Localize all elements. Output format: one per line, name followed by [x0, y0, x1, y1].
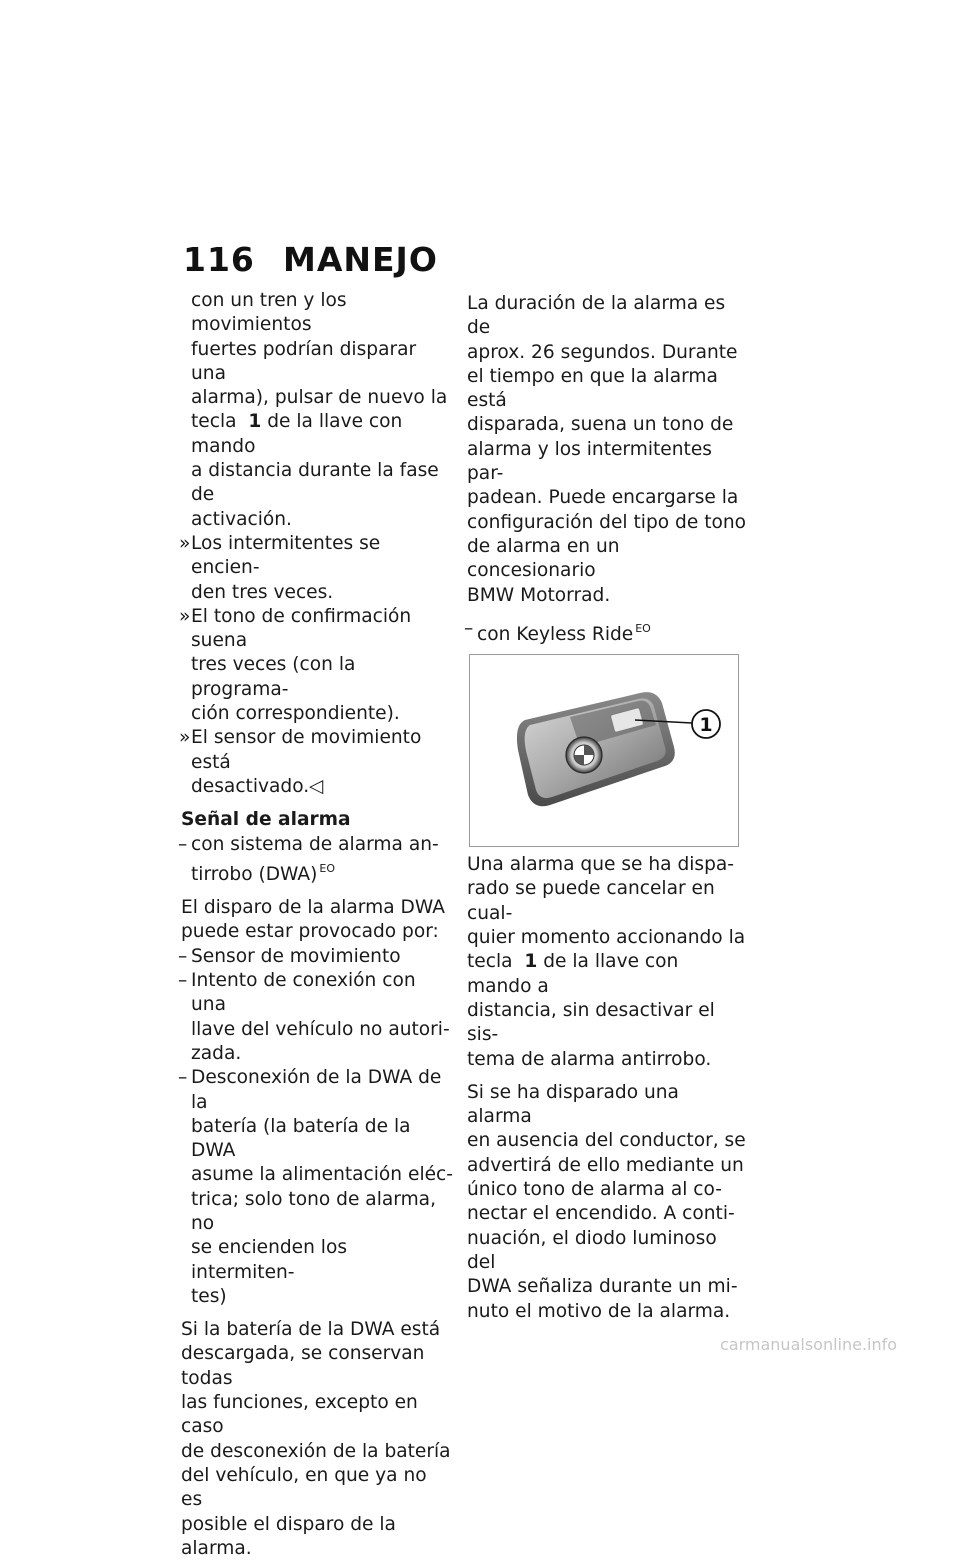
key-reference: 1: [524, 951, 538, 973]
trigger-intro: El disparo de la alarma DWA puede estar provocado por:: [181, 897, 445, 943]
result-item: » El sensor de movimiento está desactivado.◁: [179, 727, 422, 797]
key-reference: 1: [248, 411, 262, 433]
chapter-title: MANEJO: [283, 240, 438, 279]
result-marker: »: [179, 532, 191, 554]
section-heading: Señal de alarma: [181, 809, 351, 831]
keyless-option: – con Keyless Ride $^{EO}$: [464, 617, 651, 645]
result-marker: »: [179, 605, 191, 627]
key-fob-figure: [469, 654, 739, 847]
page-number: 116: [183, 240, 255, 279]
key-fob-illustration: [470, 655, 738, 846]
result-marker: »: [179, 727, 191, 749]
option-badge: EO: [635, 621, 651, 635]
watermark: carmanualsonline.info: [720, 1335, 898, 1354]
absence-paragraph: Si se ha disparado una alarma en ausencia del conductor, se advertirá de ello mediante un único tono de alarma al co- nectar el encendido. A conti- nuación, el diodo luminoso del DWA señaliza durante un mi- nuto el motivo de la alarma.: [467, 1081, 746, 1322]
list-item: – Sensor de movimiento: [178, 945, 401, 967]
option-item: – con sistema de alarma an- tirrobo (DWA) $^{EO}$: [178, 833, 439, 885]
intro-continuation: con un tren y los movimientos fuertes podrían disparar una alarma), pulsar de nuevo la tecla 1 de la llave con mando a distancia durante la fase de activación.: [191, 290, 448, 530]
result-item: » Los intermitentes se encien- den tres veces.: [179, 532, 381, 603]
result-item: » El tono de confirmación suena tres veces (con la programa- ción correspondiente).: [179, 605, 412, 725]
right-column: [464, 292, 747, 1324]
option-badge: EO: [319, 861, 335, 875]
list-item: – Desconexión de la DWA de la batería (la batería de la DWA asume la alimentación eléc- trica; solo tono de alarma, no se encienden los intermiten- tes): [178, 1067, 453, 1307]
callout-label: 1: [699, 714, 713, 737]
end-mark-icon: ◁: [309, 775, 324, 797]
duration-paragraph: La duración de la alarma es de aprox. 26 segundos. Durante el tiempo en que la alarma está disparada, suena un tono de alarma y los intermitentes par- padean. Puede encargarse la configuración del tipo de tono de alarma en un concesionario BMW Motorrad.: [467, 293, 747, 606]
cancel-paragraph: Una alarma que se ha dispa- rado se puede cancelar en cual- quier momento accionando la tecla 1 de la llave con mando a distancia, sin desactivar el sis- tema de alarma antirrobo.: [467, 854, 746, 1070]
list-item: – Intento de conexión con una llave del vehículo no autori- zada.: [178, 970, 450, 1064]
left-column: [178, 289, 453, 1561]
battery-paragraph: Si la batería de la DWA está descargada, se conservan todas las funciones, excepto en caso de desconexión de la batería del vehículo, en que ya no es posible el disparo de la alarma.: [181, 1319, 451, 1559]
key-fob: [517, 692, 675, 806]
page-header: [183, 240, 438, 279]
